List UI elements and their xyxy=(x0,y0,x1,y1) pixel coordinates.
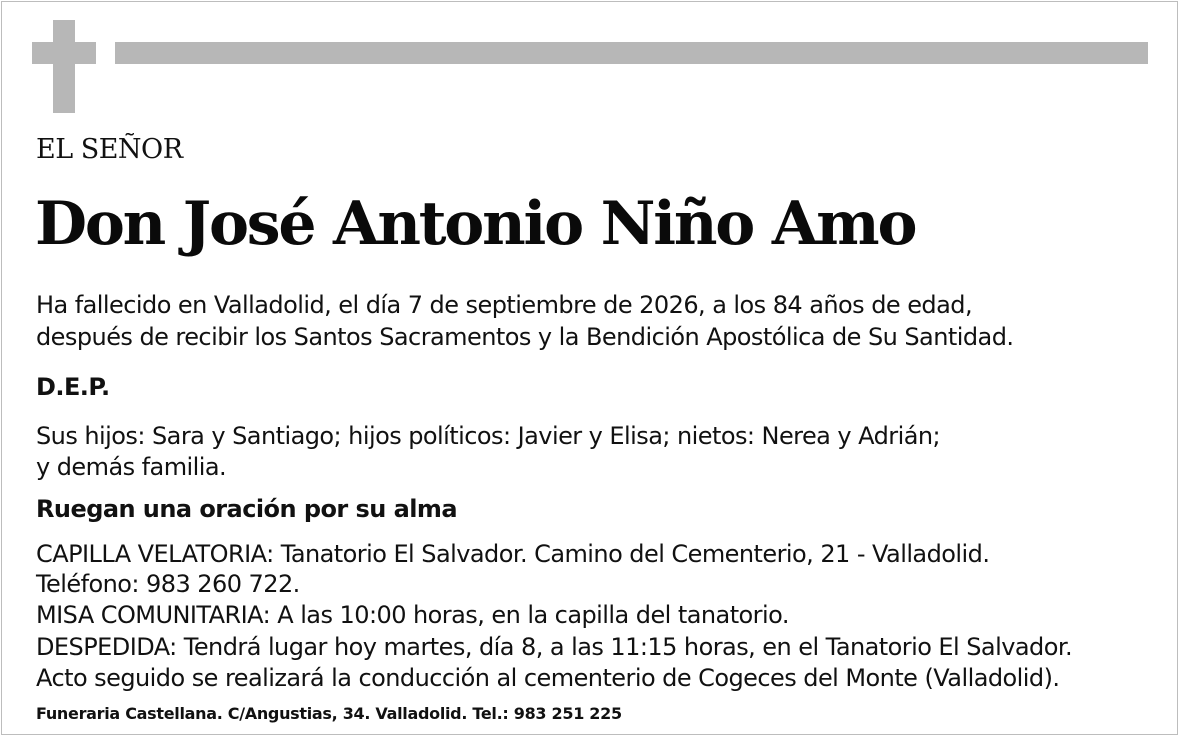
deceased-name: Don José Antonio Niño Amo xyxy=(35,189,916,259)
details-line-mass: MISA COMUNITARIA: A las 10:00 horas, en la capilla del tanatorio. xyxy=(36,601,789,629)
details-line-chapel: CAPILLA VELATORIA: Tanatorio El Salvador. Camino del Cementerio, 21 - Valladolid. xyxy=(36,540,990,568)
cross-vertical-beam xyxy=(53,20,75,113)
details-line-phone: Teléfono: 983 260 722. xyxy=(36,570,300,598)
prayer-request: Ruegan una oración por su alma xyxy=(36,495,457,523)
funeral-home-footer: Funeraria Castellana. C/Angustias, 34. Valladolid. Tel.: 983 251 225 xyxy=(36,704,622,723)
header-bar xyxy=(115,42,1148,64)
cross-horizontal-beam xyxy=(32,42,96,64)
family-line-1: Sus hijos: Sara y Santiago; hijos políticos: Javier y Elisa; nietos: Nerea y Adrián; xyxy=(36,422,941,450)
details-line-cemetery: Acto seguido se realizará la conducción al cementerio de Cogeces del Monte (Valladolid). xyxy=(36,664,1060,692)
family-line-2: y demás familia. xyxy=(36,453,227,481)
rip-label: D.E.P. xyxy=(36,373,110,401)
announcement-line-2: después de recibir los Santos Sacramentos y la Bendición Apostólica de Su Santidad. xyxy=(36,323,1014,351)
announcement-line-1: Ha fallecido en Valladolid, el día 7 de septiembre de 2026, a los 84 años de edad, xyxy=(36,291,973,319)
title-label: EL SEÑOR xyxy=(36,134,183,165)
details-line-farewell: DESPEDIDA: Tendrá lugar hoy martes, día 8, a las 11:15 horas, en el Tanatorio El Salvador. xyxy=(36,633,1073,661)
